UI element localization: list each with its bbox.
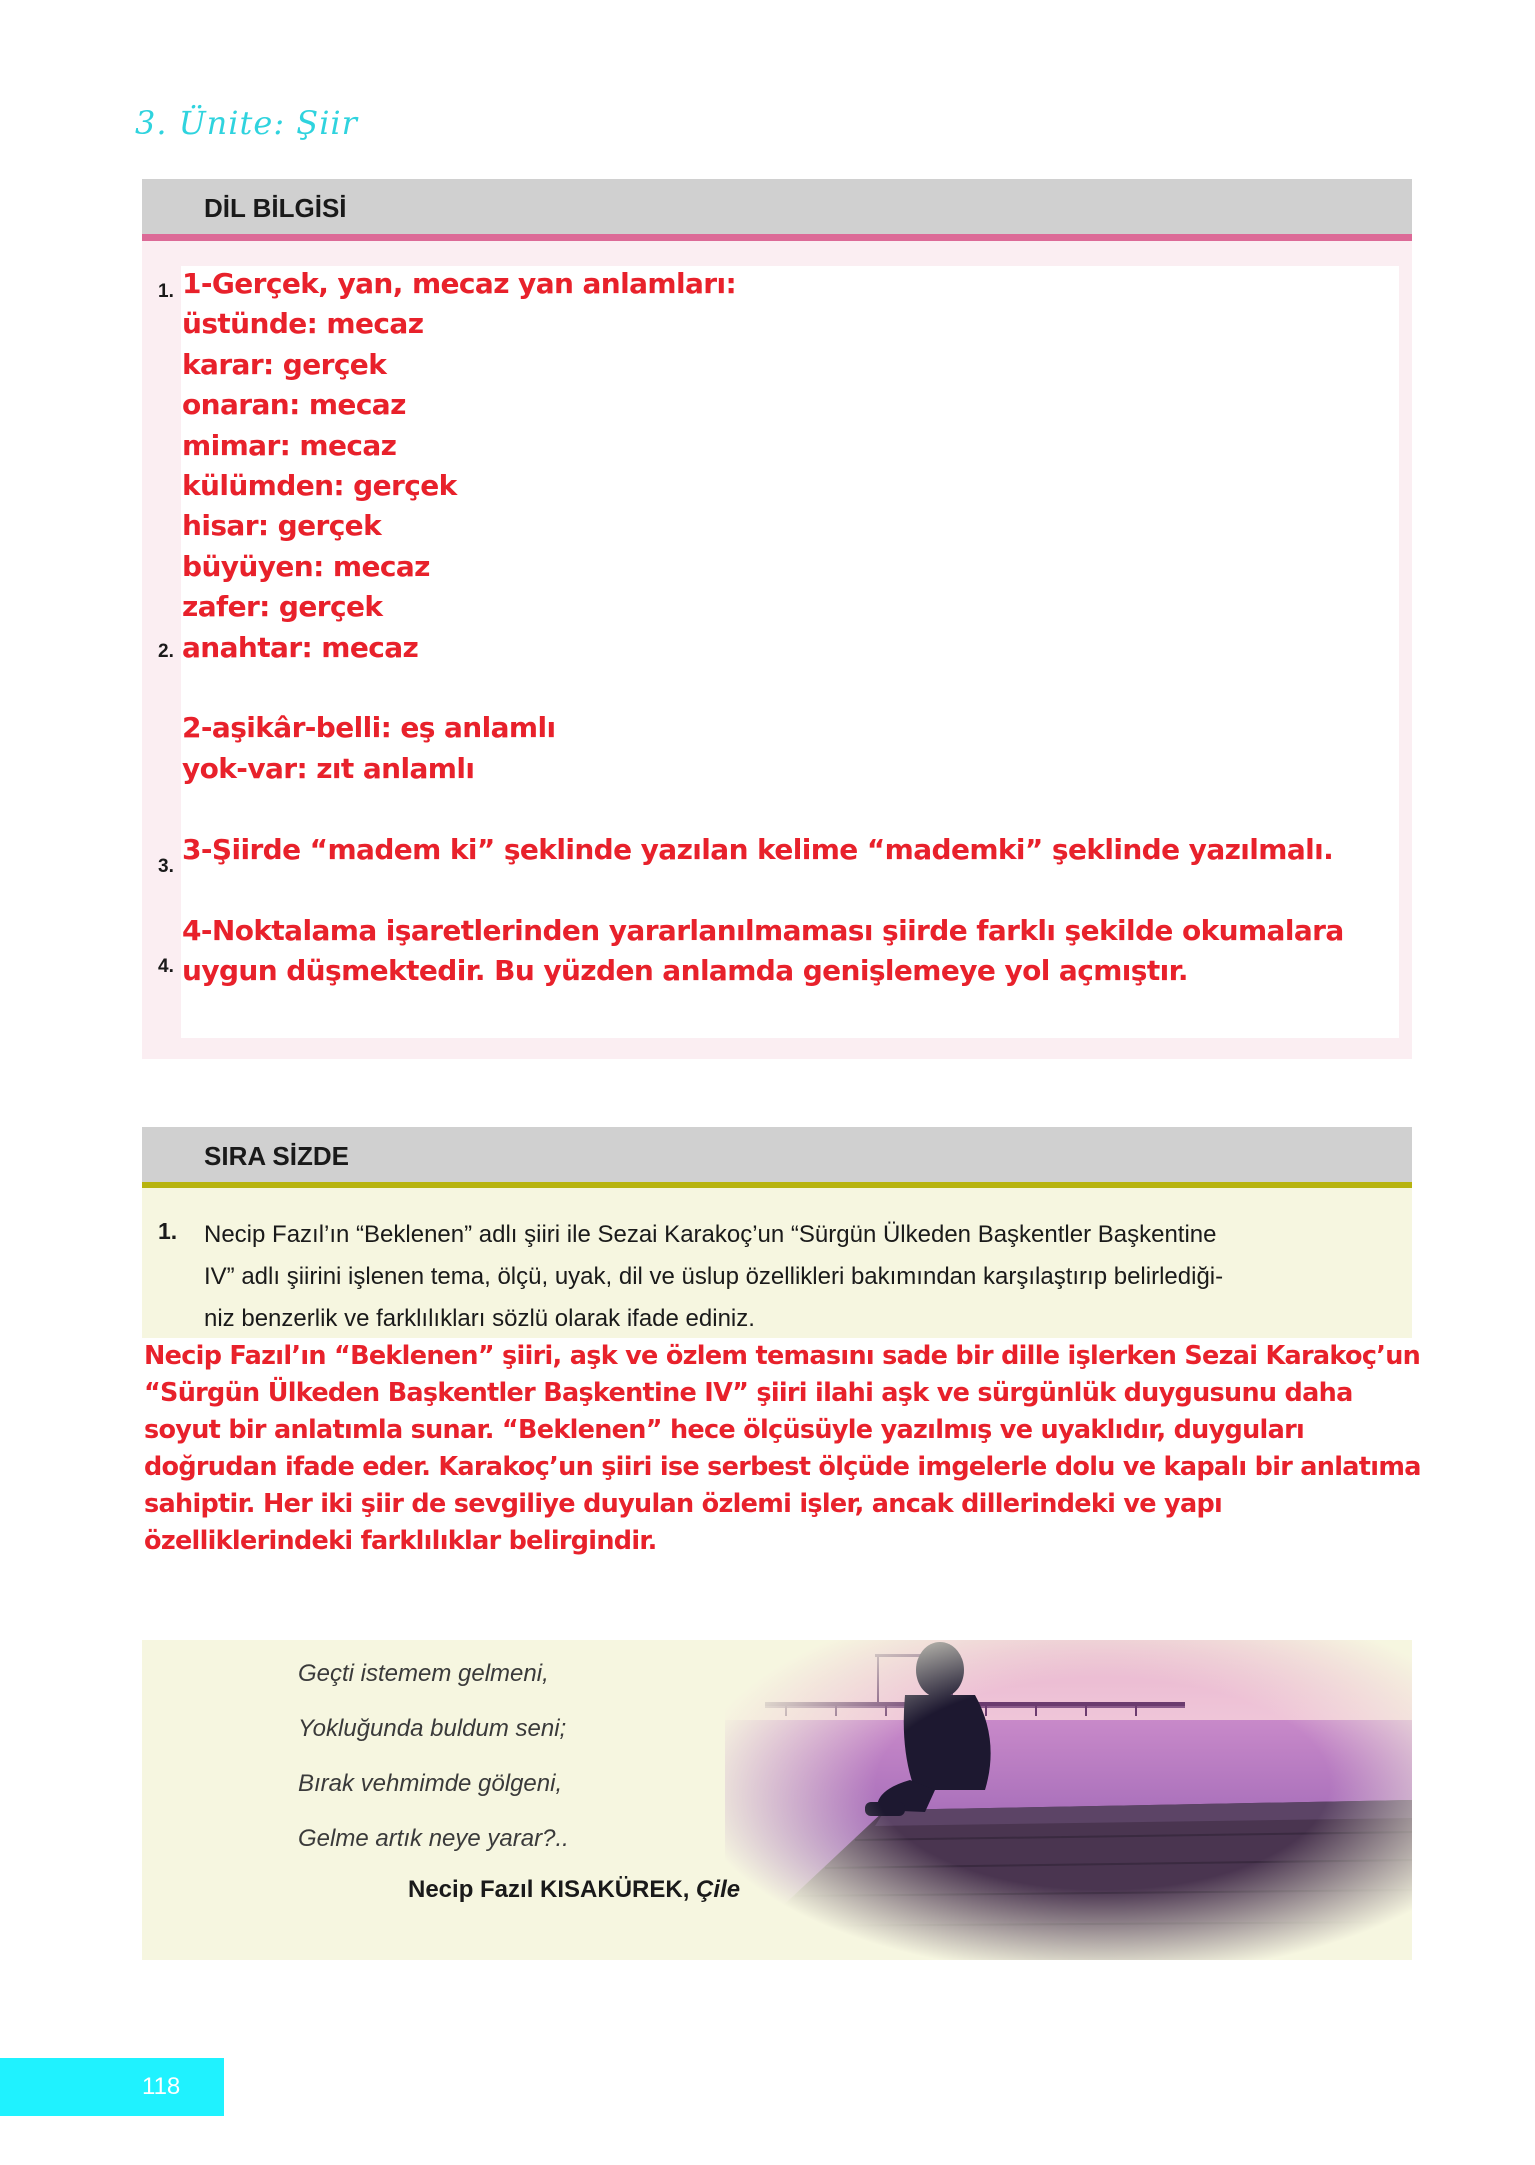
answer-line: külümden: gerçek [182, 469, 457, 503]
answer-line: onaran: mecaz [182, 388, 406, 422]
sira-sizde-answer [144, 1338, 1421, 1560]
section-divider [142, 234, 1412, 241]
answer-line [182, 870, 1344, 910]
answer-line: yok-var: zıt anlamlı [182, 751, 475, 785]
sira-sizde-heading: SIRA SİZDE [204, 1141, 349, 1171]
poem-author: Necip Fazıl KISAKÜREK, [408, 1876, 690, 1903]
answer-line [182, 668, 1344, 708]
answer-line: sahiptir. Her iki şiir de sevgiliye duyulan özlemi işler, ancak dillerindeki ve yapı [144, 1489, 1223, 1519]
poem-text [298, 1656, 569, 1876]
answer-line: uygun düşmektedir. Bu yüzden anlamda genişlemeye yol açmıştır. [182, 953, 1188, 987]
answer-line: soyut bir anlatımla sunar. “Beklenen” hece ölçüsüyle yazılmış ve uyaklıdır, duyguları [144, 1415, 1305, 1445]
answer-line: anahtar: mecaz [182, 630, 419, 664]
answer-line: üstünde: mecaz [182, 307, 424, 341]
sira-sizde-header [142, 1127, 1412, 1182]
poem-line: Yokluğunda buldum seni; [298, 1715, 567, 1742]
answer-line: zafer: gerçek [182, 590, 383, 624]
sunset-pier-illustration [725, 1640, 1412, 1960]
question-number: 4. [158, 956, 174, 977]
answer-line: karar: gerçek [182, 347, 387, 381]
answer-line: mimar: mecaz [182, 428, 397, 462]
question-line: Necip Fazıl’ın “Beklenen” adlı şiiri ile Sezai Karakoç’un “Sürgün Ülkeden Başkentler Başkentine [204, 1221, 1217, 1248]
answer-line: Necip Fazıl’ın “Beklenen” şiiri, aşk ve özlem temasını sade bir dille işlerken Sezai Karakoç’un [144, 1341, 1421, 1371]
poem-line: Gelme artık neye yarar?.. [298, 1825, 569, 1852]
poem-work: Çile [696, 1876, 741, 1903]
answer-line: 4-Noktalama işaretlerinden yararlanılmaması şiirde farklı şekilde okumalara [182, 913, 1344, 947]
dil-bilgisi-answer [182, 264, 1344, 991]
answer-line: 3-Şiirde “madem ki” şeklinde yazılan kelime “mademki” şeklinde yazılmalı. [182, 832, 1334, 866]
question-line: niz benzerlik ve farklılıkları sözlü olarak ifade ediniz. [204, 1305, 755, 1332]
dil-bilgisi-header [142, 179, 1412, 234]
page-number-tab [0, 2058, 224, 2116]
answer-line: hisar: gerçek [182, 509, 382, 543]
question-number: 1. [158, 1218, 178, 1244]
question-number: 1. [158, 281, 174, 302]
page-number: 118 [142, 2073, 181, 2100]
answer-line: özelliklerindeki farklılıklar belirgindir. [144, 1526, 657, 1556]
answer-line: büyüyen: mecaz [182, 549, 430, 583]
answer-line: doğrudan ifade eder. Karakoç’un şiiri ise serbest ölçüde imgelerle dolu ve kapalı bir anlatıma [144, 1452, 1421, 1482]
sira-sizde-answer-area [142, 1338, 1421, 1640]
answer-line: 2-aşikâr-belli: eş anlamlı [182, 711, 556, 745]
poem-line: Bırak vehmimde gölgeni, [298, 1770, 563, 1797]
poem-line: Geçti istemem gelmeni, [298, 1660, 549, 1687]
answer-line: 1-Gerçek, yan, mecaz yan anlamları: [182, 267, 737, 300]
question-line: IV” adlı şiirini işlenen tema, ölçü, uyak, dil ve üslup özellikleri bakımından karşılaştırıp belirlediği- [204, 1263, 1224, 1290]
answer-line: “Sürgün Ülkeden Başkentler Başkentine IV” şiiri ilahi aşk ve sürgünlük duygusunu daha [144, 1378, 1353, 1408]
poem-attribution [408, 1876, 740, 1904]
question-number: 3. [158, 856, 174, 877]
dil-bilgisi-heading: DİL BİLGİSİ [204, 193, 347, 223]
answer-line [182, 789, 1344, 829]
question-text [204, 1214, 1399, 1340]
question-number: 2. [158, 641, 174, 662]
unit-title: 3. Ünite: Şiir [135, 104, 358, 142]
